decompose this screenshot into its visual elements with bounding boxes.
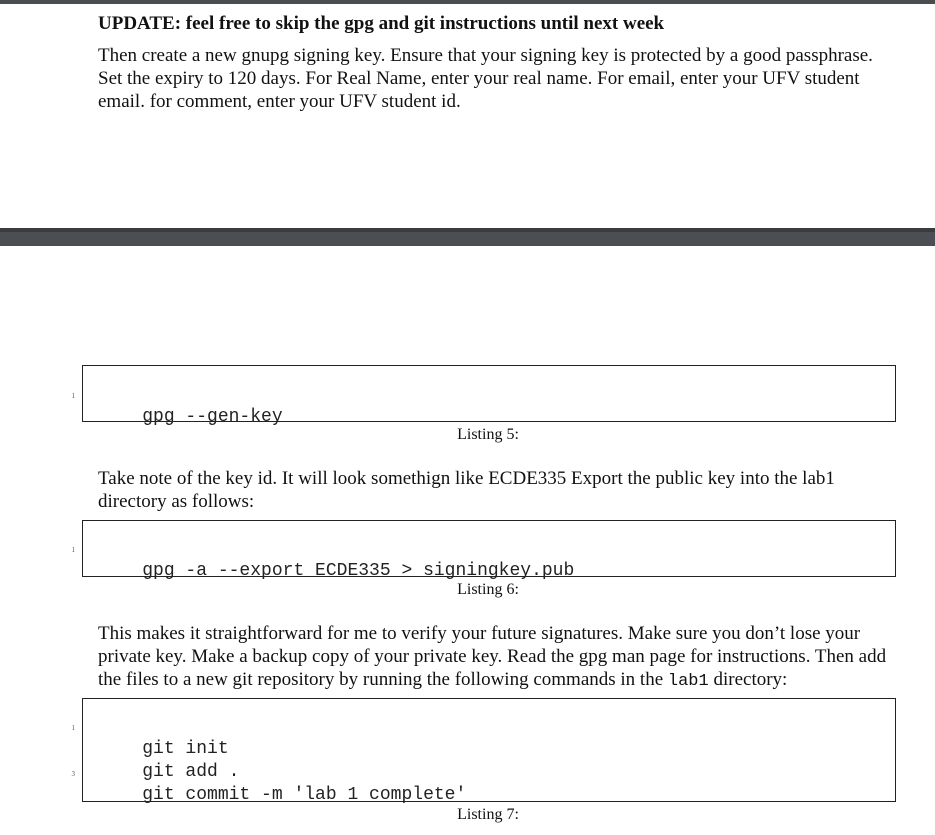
code-text: gpg -a --export ECDE335 > signingkey.pub <box>142 561 575 581</box>
listing-7-caption: Listing 7: <box>457 806 519 823</box>
update-heading: UPDATE: feel free to skip the gpg and git instructions until next week <box>98 13 665 34</box>
listing-5-caption: Listing 5: <box>457 426 519 443</box>
page-break <box>0 228 935 246</box>
code-text: git commit -m 'lab 1 complete' <box>142 785 467 805</box>
page-top-border <box>0 0 935 4</box>
code-line <box>71 715 895 759</box>
key-id-instructions: Take note of the key id. It will look somethign like ECDE335 Export the public key into the lab1 directory as follows: <box>98 468 835 512</box>
para-text-end: directory: <box>708 669 788 690</box>
listing-6-caption: Listing 6: <box>457 581 519 598</box>
line-number: 3 <box>71 770 75 778</box>
listing-6-code-block[interactable] <box>71 520 896 581</box>
line-number: 1 <box>71 546 75 554</box>
code-line <box>83 738 895 782</box>
line-number: 1 <box>71 392 75 400</box>
code-line <box>71 383 895 427</box>
listing-5-code-block[interactable] <box>71 365 896 427</box>
inline-code-lab1: lab1 <box>667 672 709 691</box>
signing-key-instructions: Then create a new gnupg signing key. Ensure that your signing key is protected by a good passphrase. Set the expiry to 120 days. For Real Name, enter your real name. For email, enter your UFV student email. for comment, enter your UFV student id. <box>98 45 873 112</box>
code-text: git add . <box>142 762 240 782</box>
git-repo-instructions <box>98 622 898 693</box>
code-line <box>71 537 895 581</box>
code-text: git init <box>142 739 229 759</box>
listing-7-code-block[interactable] <box>71 698 896 805</box>
code-text: gpg --gen-key <box>142 407 283 427</box>
line-number: 1 <box>71 724 75 732</box>
code-line <box>71 761 895 805</box>
para-text: This makes it straightforward for me to verify your future signatures. Make sure you don’t lose your private key. Make a backup copy of your private key. Read the gpg man page for instructions. Then add the files to a new git repository by running the following commands in the <box>98 623 887 690</box>
